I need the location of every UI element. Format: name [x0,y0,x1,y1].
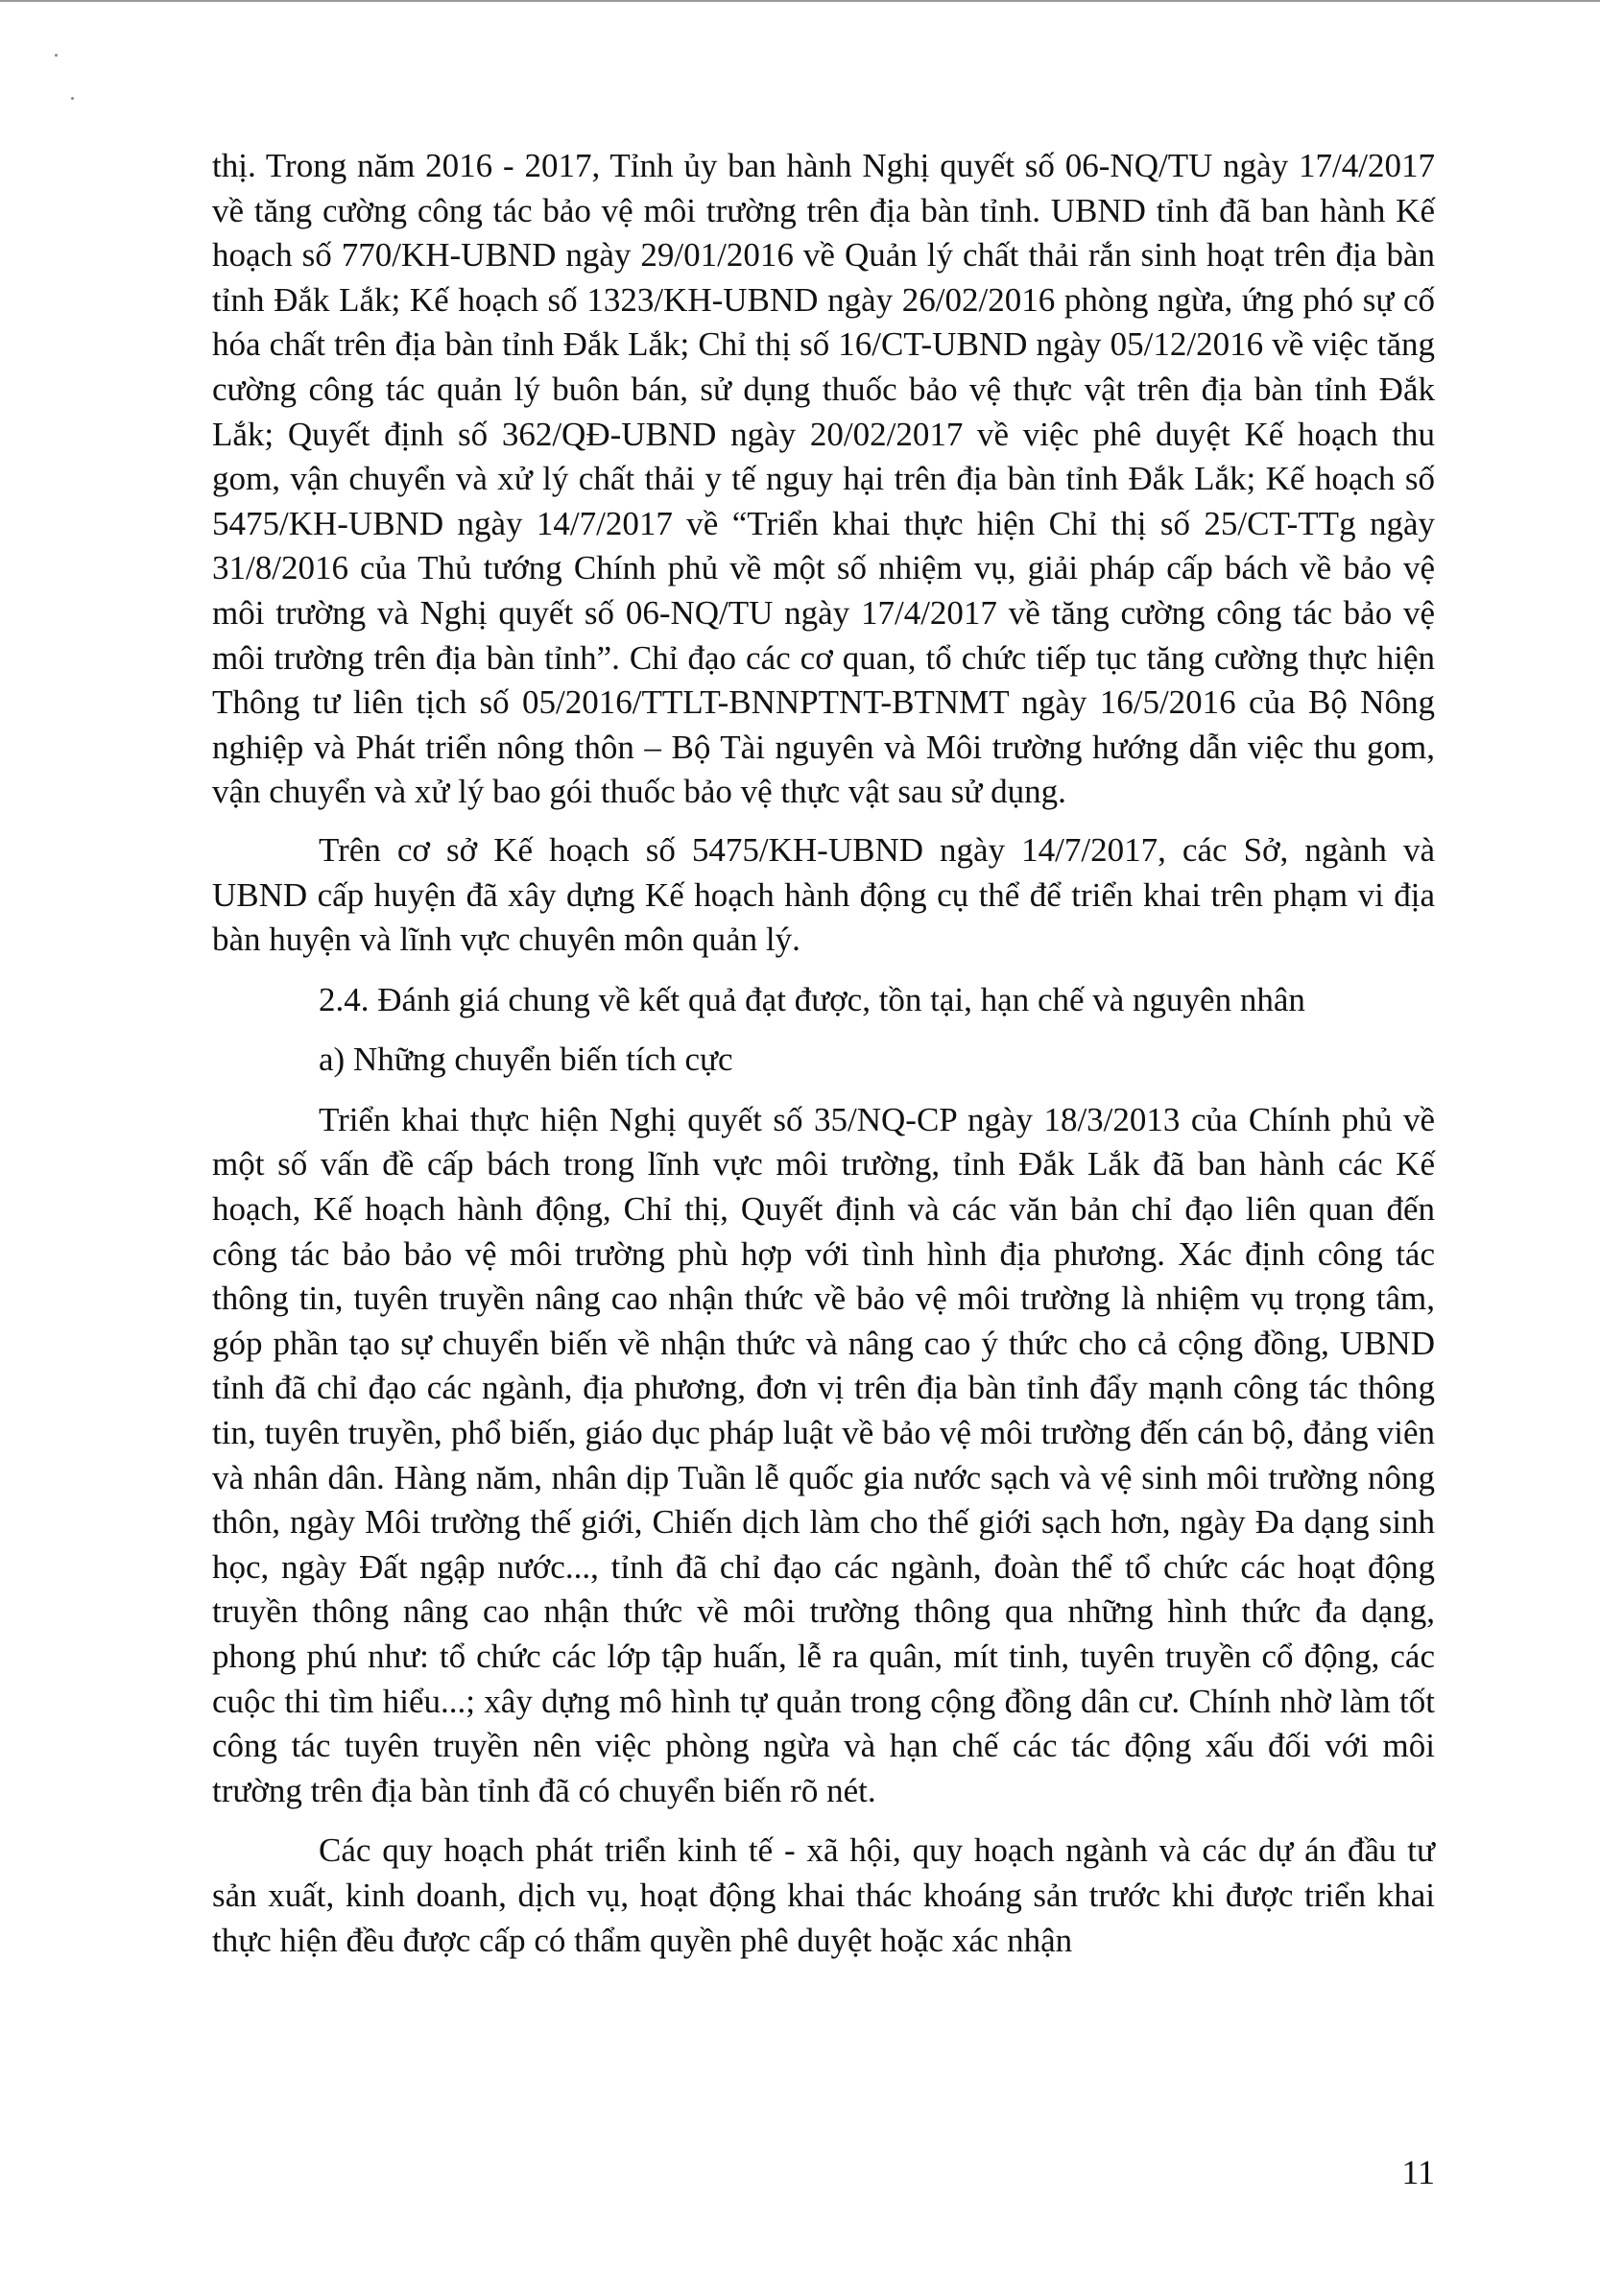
paragraph-3: Triển khai thực hiện Nghị quyết số 35/NQ-CP ngày 18/3/2013 của Chính phủ về một số vấn đề cấp bách trong lĩnh vực môi trường, tỉnh Đắk Lắk đã ban hành các Kế hoạch, Kế hoạch hành động, Chỉ thị, Quyết định và các văn bản chỉ đạo liên quan đến công tác bảo bảo vệ môi trường phù hợp với tình hình địa phương. Xác định công tác thông tin, tuyên truyền nâng cao nhận thức về bảo vệ môi trường là nhiệm vụ trọng tâm, góp phần tạo sự chuyển biến về nhận thức và nâng cao ý thức cho cả cộng đồng, UBND tỉnh đã chỉ đạo các ngành, địa phương, đơn vị trên địa bàn tỉnh đẩy mạnh công tác thông tin, tuyên truyền, phổ biến, giáo dục pháp luật về bảo vệ môi trường đến cán bộ, đảng viên và nhân dân. Hàng năm, nhân dịp Tuần lễ quốc gia nước sạch và vệ sinh môi trường nông thôn, ngày Môi trường thế giới, Chiến dịch làm cho thế giới sạch hơn, ngày Đa dạng sinh học, ngày Đất ngập nước..., tỉnh đã chỉ đạo các ngành, đoàn thể tổ chức các hoạt động truyền thông nâng cao nhận thức về môi trường thông qua những hình thức đa dạng, phong phú như: tổ chức các lớp tập huấn, lễ ra quân, mít tinh, tuyên truyền cổ động, các cuộc thi tìm hiểu...; xây dựng mô hình tự quản trong cộng đồng dân cư. Chính nhờ làm tốt công tác tuyên truyền nên việc phòng ngừa và hạn chế các tác động xấu đối với môi trường trên địa bàn tỉnh đã có chuyển biến rõ nét. [212,1100,1435,1809]
paragraph-1: thị. Trong năm 2016 - 2017, Tỉnh ủy ban hành Nghị quyết số 06-NQ/TU ngày 17/4/2017 về tăng cường công tác bảo vệ môi trường trên địa bàn tỉnh. UBND tỉnh đã ban hành Kế hoạch số 770/KH-UBND ngày 29/01/2016 về Quản lý chất thải rắn sinh hoạt trên địa bàn tỉnh Đắk Lắk; Kế hoạch số 1323/KH-UBND ngày 26/02/2016 phòng ngừa, ứng phó sự cố hóa chất trên địa bàn tỉnh Đắk Lắk; Chỉ thị số 16/CT-UBND ngày 05/12/2016 về việc tăng cường công tác quản lý buôn bán, sử dụng thuốc bảo vệ thực vật trên địa bàn tỉnh Đắk Lắk; Quyết định số 362/QĐ-UBND ngày 20/02/2017 về việc phê duyệt Kế hoạch thu gom, vận chuyển và xử lý chất thải y tế nguy hại trên địa bàn tỉnh Đắk Lắk; Kế hoạch số 5475/KH-UBND ngày 14/7/2017 về “Triển khai thực hiện Chỉ thị số 25/CT-TTg ngày 31/8/2016 của Thủ tướng Chính phủ về một số nhiệm vụ, giải pháp cấp bách về bảo vệ môi trường và Nghị quyết số 06-NQ/TU ngày 17/4/2017 về tăng cường công tác bảo vệ môi trường trên địa bàn tỉnh”. Chỉ đạo các cơ quan, tổ chức tiếp tục tăng cường thực hiện Thông tư liên tịch số 05/2016/TTLT-BNNPTNT-BTNMT ngày 16/5/2016 của Bộ Nông nghiệp và Phát triển nông thôn – Bộ Tài nguyên và Môi trường hướng dẫn việc thu gom, vận chuyển và xử lý bao gói thuốc bảo vệ thực vật sau sử dụng. [212,147,1435,811]
paragraph-2: Trên cơ sở Kế hoạch số 5475/KH-UBND ngày 14/7/2017, các Sở, ngành và UBND cấp huyện đã xây dựng Kế hoạch hành động cụ thể để triển khai trên phạm vi địa bàn huyện và lĩnh vực chuyên môn quản lý. [212,830,1435,959]
page-body [212,144,1435,1963]
scan-speck [71,97,74,100]
subsection-heading-a: a) Những chuyển biến tích cực [319,1040,733,1079]
section-heading-2-4: 2.4. Đánh giá chung về kết quả đạt được, tồn tại, hạn chế và nguyên nhân [319,980,1305,1018]
paragraph-4: Các quy hoạch phát triển kinh tế - xã hội, quy hoạch ngành và các dự án đầu tư sản xuất, kinh doanh, dịch vụ, hoạt động khai thác khoáng sản trước khi được triển khai thực hiện đều được cấp có thẩm quyền phê duyệt hoặc xác nhận [212,1831,1435,1959]
page-top-edge [0,0,1600,2]
scan-speck [55,54,58,57]
page-number: 11 [1401,2153,1435,2191]
